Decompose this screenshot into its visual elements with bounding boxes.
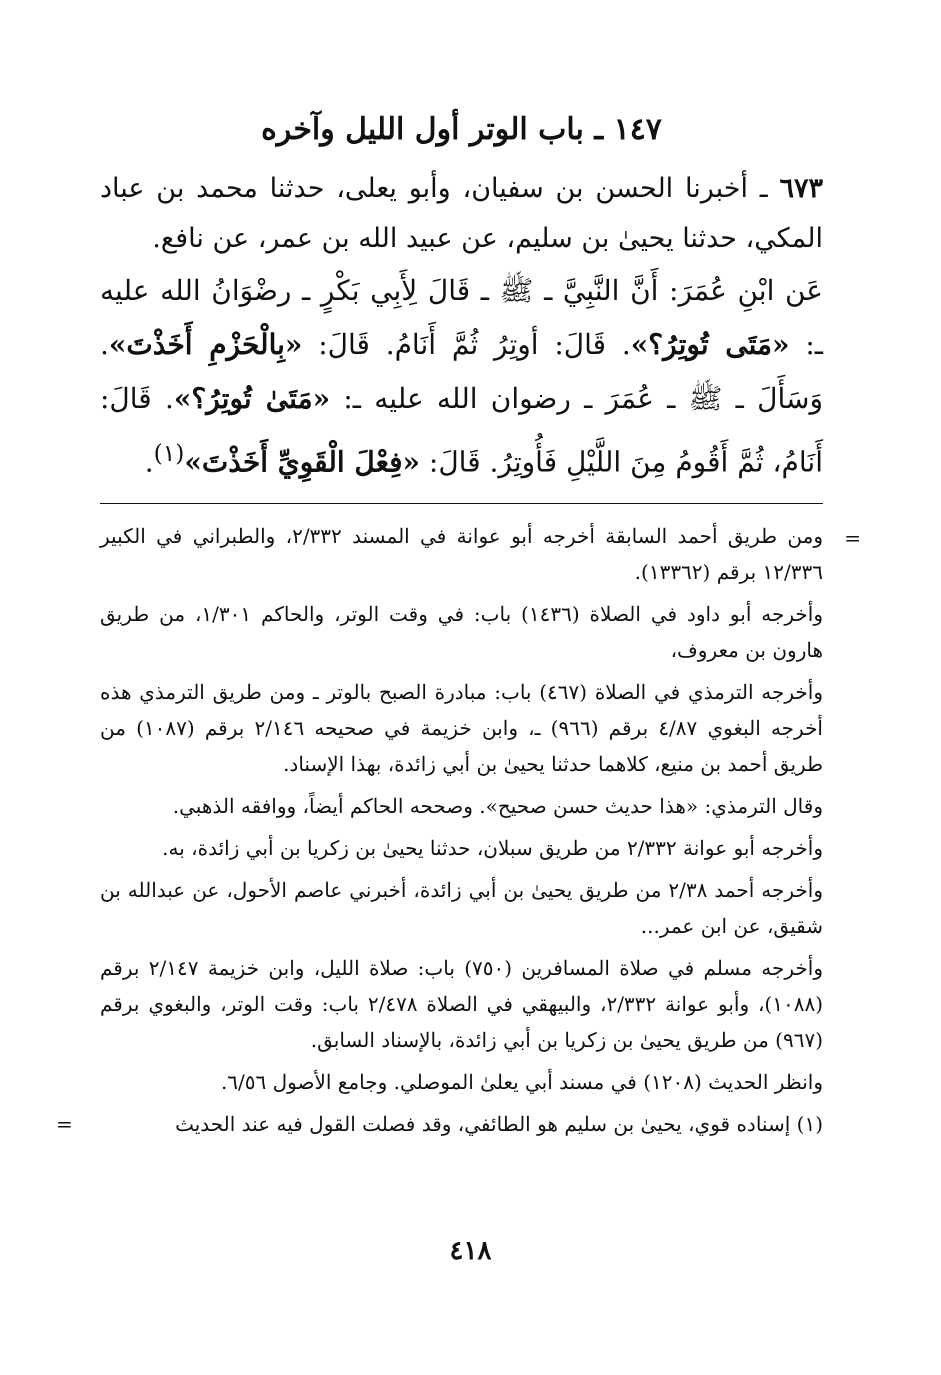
hadith-isnad: ـ أخبرنا الحسن بن سفيان، وأبو يعلى، حدثنا محمد بن عباد المكي، حدثنا يحيىٰ بن سليم، عن عبيد الله بن عمر، عن نافع. [100,173,823,254]
page-number: ٤١٨ [449,1236,492,1266]
footnote-paragraph: وقال الترمذي: «هذا حديث حسن صحيح». وصححه الحاكم أيضاً، ووافقه الذهبي. [172,794,823,819]
matn-quote-4: «فِعْلَ الْقَوِيِّ أَخَذْتَ» [184,445,420,479]
matn-quote-3: «مَتَىٰ تُوتِرُ؟» [173,382,331,415]
footnote-paragraph: وأخرجه مسلم في صلاة المسافرين (٧٥٠) باب: صلاة الليل، وابن خزيمة ٢/١٤٧ برقم (١٠٨٨)، وأبو عوانة ٢/٣٣٢، والبيهقي في الصلاة ٢/٤٧٨ باب: وقت الوتر، والبغوي برقم (٩٦٧) من طريق يحيىٰ بن زكريا بن أبي زائدة، بالإسناد السابق. [100,956,823,1053]
footnote-1-continuation-mark: = [56,1112,73,1137]
matn-quote-1: «مَتَى تُوتِرُ؟» [630,328,790,361]
footnote-paragraph: وأخرجه أبو داود في الصلاة (١٤٣٦) باب: في وقت الوتر، والحاكم ١/٣٠١، من طريق هارون بن معروف، [100,602,823,663]
chapter-title: ١٤٧ ـ باب الوتر أول الليل وآخره [261,112,662,147]
footnote-1 [56,1106,823,1142]
matn-part-4: . قَالَ: أَنَامُ، ثُمَّ أَقُومُ مِنَ اللَّيْلِ فَأُوتِرُ. قَالَ: [100,382,823,479]
matn-part-2: . قَالَ: أوتِرُ ثُمَّ أَنَامُ. قَالَ: [318,328,631,361]
footnote-paragraph: وانظر الحديث (١٢٠٨) في مسند أبي يعلىٰ الموصلي. وجامع الأصول ٦/٥٦. [220,1070,823,1095]
footnotes-section [56,518,861,1142]
footnote-paragraph: ومن طريق أحمد السابقة أخرجه أبو عوانة في المسند ٢/٣٣٢، والطبراني في الكبير ١٢/٣٣٦ برقم (١٣٣٦٢). [100,524,823,585]
matn-part-1: عَن ابْنِ عُمَرَ: أَنَّ النَّبِيَّ ـ ﷺ ـ قَالَ لِأَبِي بَكْرٍ ـ رضْوَانُ الله عليه ـ: [100,274,823,361]
footnote-paragraph: وأخرجه الترمذي في الصلاة (٤٦٧) باب: مبادرة الصبح بالوتر ـ ومن طريق الترمذي هذه أخرجه البغوي ٤/٨٧ برقم (٩٦٦) ـ، وابن خزيمة في صحيحه ٢/١٤٦ برقم (١٠٨٧) من طريق أحمد بن منيع، كلاهما حدثنا يحيىٰ بن أبي زائدة، بهذا الإسناد. [100,680,823,777]
hadith-block [100,164,823,489]
footnote-paragraph: وأخرجه أحمد ٢/٣٨ من طريق يحيىٰ بن أبي زائدة، أخبرني عاصم الأحول، عن عبدالله بن شقيق، عن ابن عمر... [100,878,823,939]
footnote-1-text: (١) إسناده قوي، يحيىٰ بن سليم هو الطائفي، وقد فصلت القول فيه عند الحديث [175,1112,823,1137]
footnote-divider [100,503,823,504]
footnote-reference[interactable]: (١) [153,439,185,467]
continuation-mark: = [844,526,861,551]
matn-quote-2: «بِالْحَزْمِ أَخَذْتَ» [108,328,303,361]
matn-end: . [144,445,154,479]
hadith-matn [100,264,823,489]
matn-part-3: . وَسَأَلَ ـ ﷺ ـ عُمَرَ ـ رضوان الله عليه ـ: [100,328,823,415]
footnote-paragraph: وأخرجه أبو عوانة ٢/٣٣٢ من طريق سبلان، حدثنا يحيىٰ بن زكريا بن أبي زائدة، به. [162,836,823,861]
hadith-isnad-paragraph [100,164,823,264]
hadith-number: ٦٧٣ [779,173,823,204]
